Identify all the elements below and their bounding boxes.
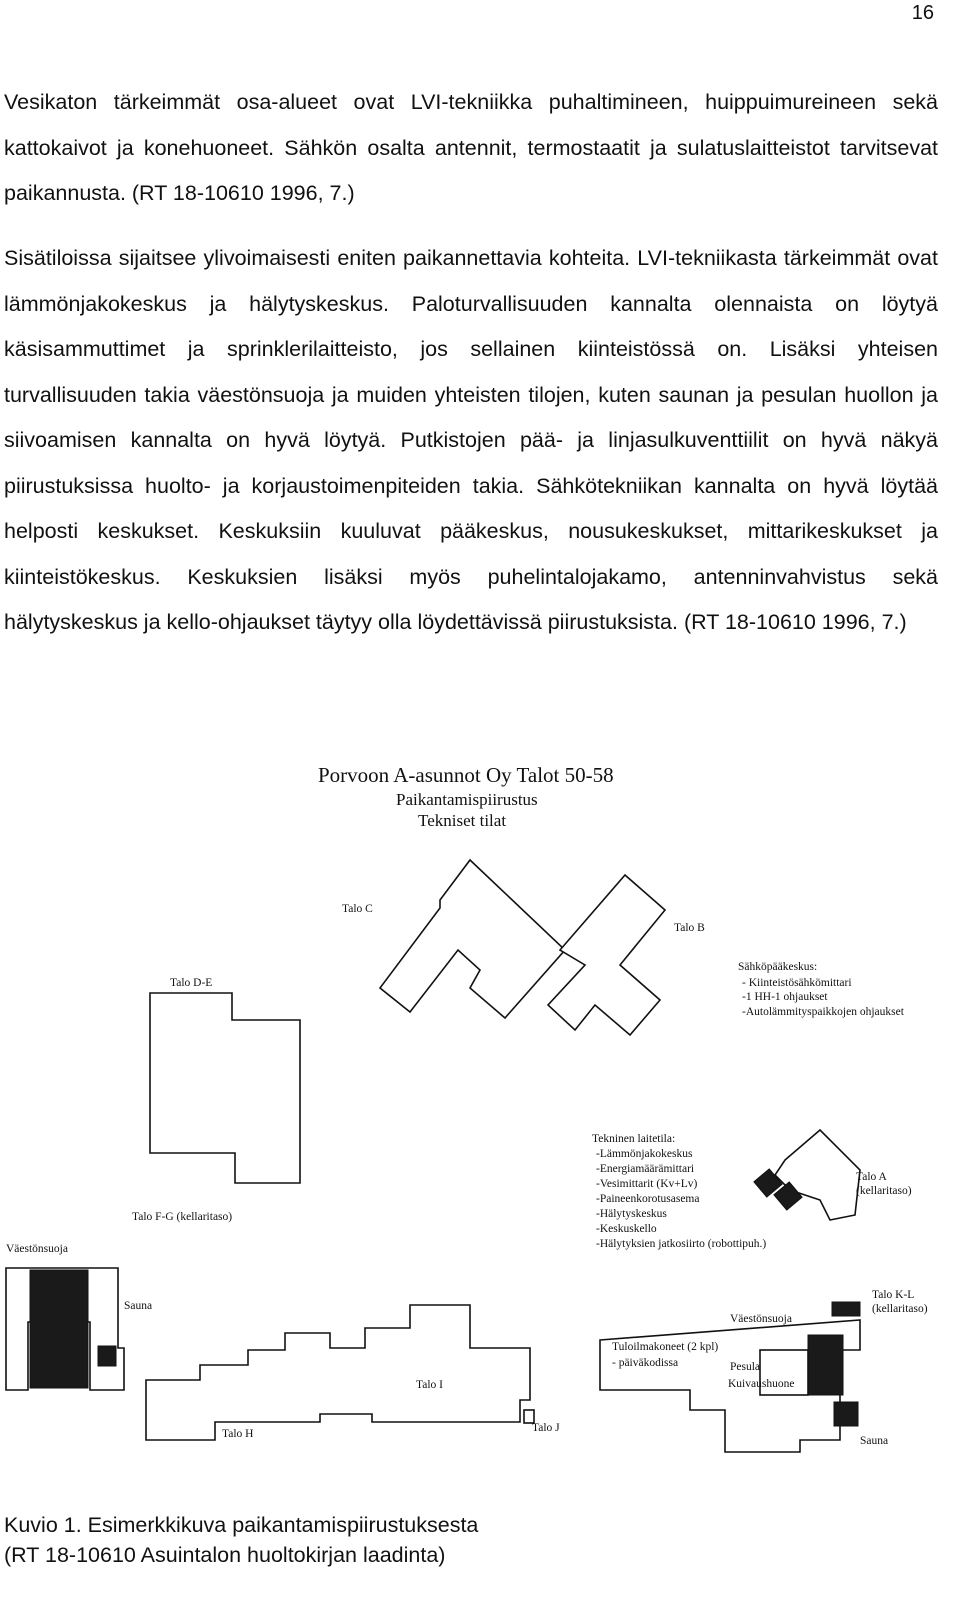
label-tuloilma: Tuloilmakoneet (2 kpl) xyxy=(612,1341,719,1353)
figure-title: Porvoon A-asunnot Oy Talot 50-58 xyxy=(318,763,614,787)
label-talo-h: Talo H xyxy=(222,1428,254,1440)
paragraph-roof: Vesikaton tärkeimmät osa-alueet ovat LVI-tekniikka puhaltimineen, huippuimureineen sekä kattokaivot ja konehuoneet. Sähkön osalta antennit, termostaatit ja sulatuslaitteistot tarvitsevat paikannusta. (RT 18-10610 1996, 7.) xyxy=(4,90,938,205)
tekninen-item-4: -Paineenkorotusasema xyxy=(596,1193,700,1205)
label-talo-de: Talo D-E xyxy=(170,977,213,989)
sauna-area-left xyxy=(98,1346,116,1366)
talo-kl-dark-top xyxy=(832,1302,860,1316)
label-talo-a-sub: (kellaritaso) xyxy=(856,1185,912,1197)
label-vaestonsuoja-left: Väestönsuoja xyxy=(6,1243,68,1255)
paragraph-interior: Sisätiloissa sijaitsee ylivoimaisesti eniten paikannettavia kohteita. LVI-tekniikasta tärkeimmät ovat lämmönjakokeskus ja hälytyskeskus. Paloturvallisuuden kannalta olennaista on löytyä käsisammuttimet ja sprinklerilaitteisto, jos sellainen kiinteistössä on. Lisäksi yhteisen turvallisuuden takia väestönsuoja ja muiden yhteisten tilojen, kuten saunan ja pesulan huollon ja siivoamisen kannalta on hyvä löytyä. Putkistojen pää- ja linjasulkuventtiilit on hyvä näkyä piirustuksissa huolto- ja korjaustoimenpiteiden takia. Sähkötekniikan kannalta on hyvä löytää helposti keskukset. Keskuksiin kuuluvat pääkeskus, nousukeskukset, mittarikeskukset ja kiinteistökeskus. Keskuksien lisäksi myös puhelintalojakamo, antenninvahvistus sekä hälytyskeskus ja kello-ohjaukset täytyy olla löydettävissä piirustuksista. (RT 18-10610 1996, 7.) xyxy=(4,246,938,634)
label-vaestonsuoja-right: Väestönsuoja xyxy=(730,1313,792,1325)
label-talo-i: Talo I xyxy=(416,1379,443,1391)
tekninen-item-7: -Hälytyksien jatkosiirto (robottipuh.) xyxy=(596,1238,767,1250)
tekninen-item-1: -Lämmönjakokeskus xyxy=(596,1148,693,1160)
sahko-item-1: - Kiinteistösähkömittari xyxy=(742,977,852,989)
label-sauna-right: Sauna xyxy=(860,1435,889,1447)
site-plan-figure xyxy=(0,750,960,1520)
site-plan-drawing xyxy=(0,750,960,1520)
label-talo-j: Talo J xyxy=(532,1422,560,1434)
building-talo-c xyxy=(380,860,565,1018)
label-talo-c: Talo C xyxy=(342,903,373,915)
sauna-area-right xyxy=(834,1402,858,1426)
label-pesula: Pesula xyxy=(730,1361,761,1373)
sahko-item-2: -1 HH-1 ohjaukset xyxy=(742,991,828,1003)
page-number: 16 xyxy=(911,2,934,24)
caption-line-2: (RT 18-10610 Asuintalon huoltokirjan laadinta) xyxy=(4,1543,446,1567)
figure-caption xyxy=(4,1510,478,1570)
label-talo-kl-sub: (kellaritaso) xyxy=(872,1303,928,1315)
label-sauna-left: Sauna xyxy=(124,1300,153,1312)
label-talo-b: Talo B xyxy=(674,922,705,934)
figure-subtitle-2: Tekniset tilat xyxy=(418,811,507,830)
tekninen-item-5: -Hälytyskeskus xyxy=(596,1208,667,1220)
figure-subtitle-1: Paikantamispiirustus xyxy=(396,790,538,809)
sahko-item-3: -Autolämmityspaikkojen ohjaukset xyxy=(742,1006,904,1018)
vaestonsuoja-area-left xyxy=(30,1270,88,1388)
tekninen-item-2: -Energiamäärämittari xyxy=(596,1163,695,1175)
label-talo-a: Talo A xyxy=(856,1171,887,1183)
label-talo-kl: Talo K-L xyxy=(872,1289,915,1301)
label-kuivaushuone: Kuivaushuone xyxy=(728,1378,795,1390)
building-talo-b xyxy=(548,875,665,1035)
vaestonsuoja-area-right xyxy=(808,1335,843,1395)
tekninen-heading: Tekninen laitetila: xyxy=(592,1133,676,1145)
tekninen-item-6: -Keskuskello xyxy=(596,1223,657,1235)
label-tuloilma-sub: - päiväkodissa xyxy=(612,1357,679,1369)
building-talo-de xyxy=(150,993,300,1183)
building-talo-h-i xyxy=(146,1305,530,1440)
tekninen-item-3: -Vesimittarit (Kv+Lv) xyxy=(596,1178,698,1190)
sahko-heading: Sähköpääkeskus: xyxy=(738,961,818,973)
label-talo-fg: Talo F-G (kellaritaso) xyxy=(132,1211,233,1223)
caption-line-1: Kuvio 1. Esimerkkikuva paikantamispiirustuksesta xyxy=(4,1513,479,1537)
